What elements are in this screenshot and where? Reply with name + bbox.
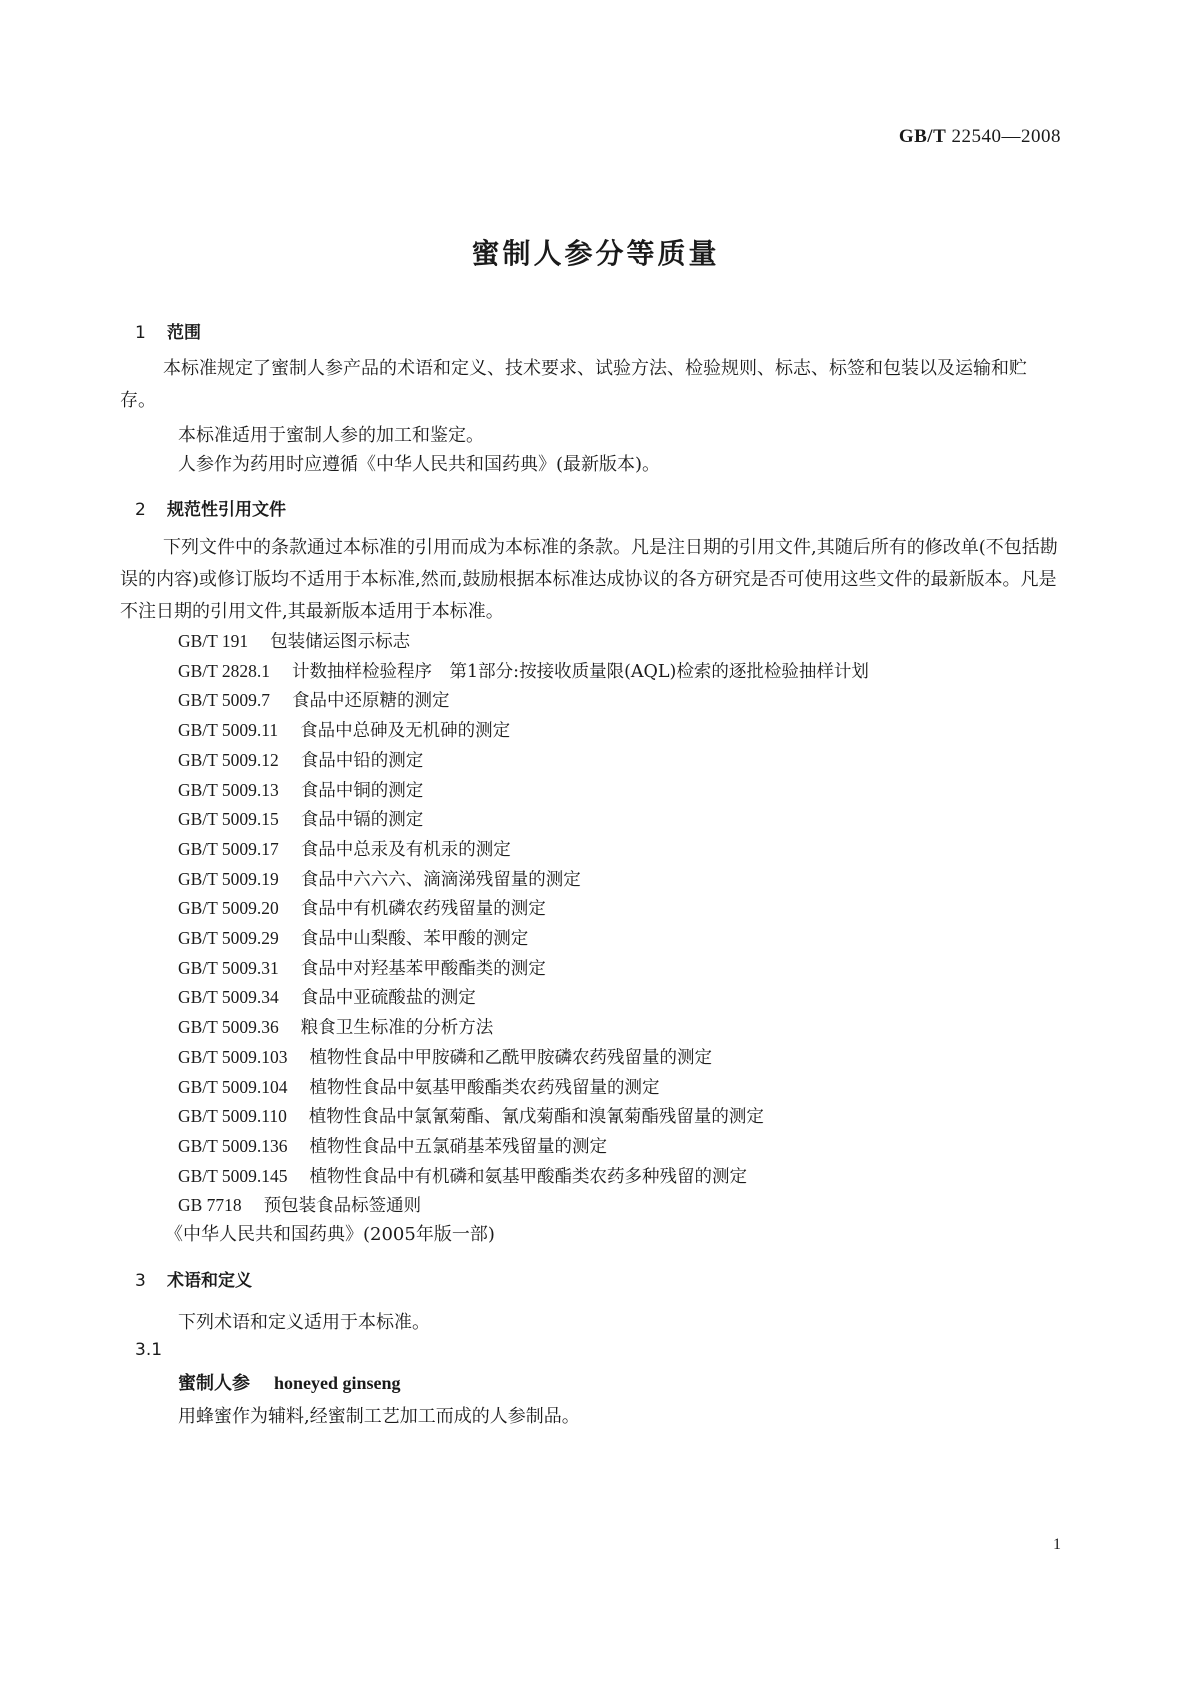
reference-title: 植物性食品中甲胺磷和乙酰甲胺磷农药残留量的测定 [309, 1047, 713, 1068]
reference-code: GB/T 191 [178, 631, 249, 651]
reference-item [178, 1074, 660, 1099]
reference-code: GB 7718 [178, 1195, 242, 1216]
reference-item [178, 925, 528, 950]
reference-item [178, 777, 423, 802]
term-definition: 用蜂蜜作为辅料,经蜜制工艺加工而成的人参制品。 [178, 1406, 580, 1427]
reference-code: GB/T 5009.136 [178, 1135, 288, 1156]
reference-title: 食品中六六六、滴滴涕残留量的测定 [300, 869, 581, 890]
section-1-heading [135, 318, 201, 343]
reference-item [178, 955, 546, 980]
section-number: 1 [135, 323, 146, 343]
reference-item [178, 895, 546, 920]
section-2-heading [135, 495, 286, 520]
subsection-number: 3.1 [135, 1340, 163, 1360]
reference-code: GB/T 5009.36 [178, 1017, 279, 1038]
reference-code: GB/T 5009.104 [178, 1076, 288, 1097]
reference-item [178, 717, 510, 742]
reference-code: GB/T 5009.13 [178, 779, 279, 800]
reference-item [178, 747, 423, 772]
reference-title: 食品中总砷及无机砷的测定 [300, 721, 511, 742]
reference-code: GB/T 5009.7 [178, 690, 271, 711]
standard-number [899, 126, 1061, 148]
reference-item [178, 806, 423, 831]
reference-item [178, 836, 511, 861]
reference-code: GB/T 5009.31 [178, 957, 279, 978]
reference-code: GB/T 5009.145 [178, 1165, 288, 1186]
reference-title: 食品中有机磷农药残留量的测定 [300, 899, 546, 920]
term-english: honeyed ginseng [274, 1373, 401, 1393]
reference-item [178, 1192, 421, 1217]
reference-item [178, 658, 869, 683]
section-title: 规范性引用文件 [167, 500, 286, 520]
reference-item [178, 1014, 493, 1039]
standard-code: GB/T [898, 126, 947, 147]
section-3-heading [135, 1266, 252, 1291]
reference-title: 粮食卫生标准的分析方法 [300, 1018, 494, 1039]
reference-title: 食品中铅的测定 [300, 750, 424, 771]
reference-code: GB/T 5009.34 [178, 987, 279, 1008]
reference-title: 食品中亚硫酸盐的测定 [300, 988, 476, 1009]
reference-code: GB/T 5009.12 [178, 749, 279, 770]
reference-title: 植物性食品中五氯硝基苯残留量的测定 [309, 1136, 608, 1157]
section-1-paragraph: 人参作为药用时应遵循《中华人民共和国药典》(最新版本)。 [178, 454, 661, 475]
reference-code: GB/T 5009.11 [178, 720, 279, 741]
reference-title: 食品中对羟基苯甲酸酯类的测定 [300, 958, 546, 979]
reference-title: 植物性食品中有机磷和氨基甲酸酯类农药多种残留的测定 [309, 1166, 748, 1187]
reference-item [178, 1103, 764, 1128]
term-chinese: 蜜制人参 [178, 1373, 250, 1394]
reference-code: GB/T 5009.17 [178, 838, 279, 859]
reference-title: 植物性食品中氯氰菊酯、氰戊菊酯和溴氰菊酯残留量的测定 [308, 1107, 764, 1128]
reference-code: GB/T 5009.19 [178, 868, 279, 889]
reference-item [178, 628, 410, 653]
reference-title: 食品中山梨酸、苯甲酸的测定 [300, 929, 529, 949]
section-title: 范围 [167, 323, 201, 343]
page-title: 蜜制人参分等质量 [471, 237, 720, 270]
section-number: 3 [135, 1271, 146, 1291]
section-title: 术语和定义 [167, 1271, 252, 1291]
reference-title: 食品中还原糖的测定 [292, 691, 450, 712]
reference-item [178, 687, 450, 712]
reference-title: 预包装食品标签通则 [263, 1196, 422, 1217]
reference-title: 包装储运图示标志 [270, 632, 411, 652]
section-2-intro: 下列文件中的条款通过本标准的引用而成为本标准的条款。凡是注日期的引用文件,其随后所有的修改单(不包括勘误的内容)或修订版均不适用于本标准,然而,鼓励根据本标准达成协议的各方研究是否可使用这些文件的最新版本。凡是不注日期的引用文件,其最新版本适用于本标准。 [120, 537, 1058, 622]
reference-title: 食品中总汞及有机汞的测定 [300, 839, 511, 860]
reference-code: GB/T 2828.1 [178, 660, 271, 681]
page-number: 1 [1053, 1536, 1061, 1553]
reference-code: GB/T 5009.29 [178, 928, 279, 948]
reference-code: GB/T 5009.110 [178, 1106, 287, 1127]
reference-title: 植物性食品中氨基甲酸酯类农药残留量的测定 [309, 1077, 660, 1098]
reference-title: 食品中铜的测定 [300, 780, 424, 801]
section-number: 2 [135, 500, 146, 520]
standard-year: 22540—2008 [951, 126, 1061, 147]
reference-title: 食品中镉的测定 [300, 810, 424, 831]
reference-item [178, 866, 581, 891]
section-1-paragraph: 本标准适用于蜜制人参的加工和鉴定。 [178, 425, 484, 446]
reference-item [178, 1044, 712, 1069]
reference-item [178, 1163, 747, 1188]
term [178, 1369, 401, 1395]
pharmacopoeia-reference: 《中华人民共和国药典》(2005年版一部) [165, 1224, 495, 1245]
section-1-paragraph: 本标准规定了蜜制人参产品的术语和定义、技术要求、试验方法、检验规则、标志、标签和包装以及运输和贮存。 [120, 358, 1027, 411]
reference-item [178, 1133, 607, 1158]
reference-code: GB/T 5009.20 [178, 898, 279, 919]
reference-title: 计数抽样检验程序 第1部分:按接收质量限(AQL)检索的逐批检验抽样计划 [292, 661, 869, 682]
reference-code: GB/T 5009.15 [178, 809, 279, 830]
reference-item [178, 984, 476, 1009]
reference-code: GB/T 5009.103 [178, 1046, 288, 1067]
section-3-intro: 下列术语和定义适用于本标准。 [178, 1312, 430, 1333]
